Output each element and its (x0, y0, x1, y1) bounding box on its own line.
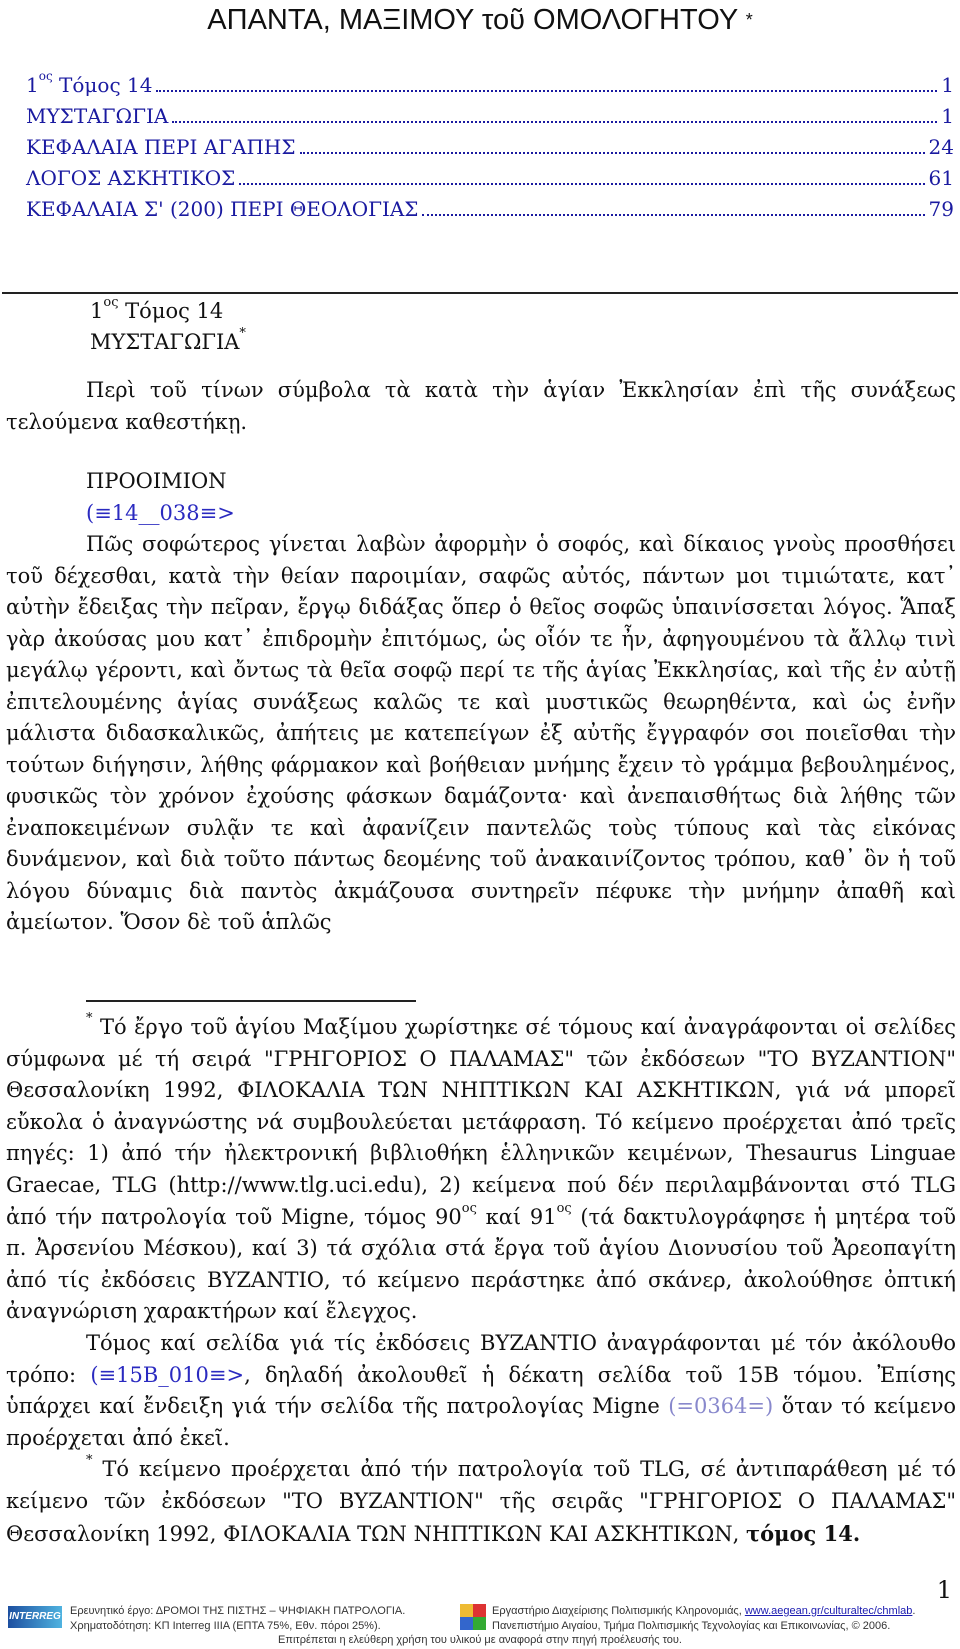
prooimion-heading: ΠΡΟΟΙΜΙΟΝ (86, 469, 227, 493)
lab-info: Εργαστήριο Διαχείρισης Πολιτισμικής Κληρονομιάς, www.aegean.gr/culturaltec/chmlab. Πανεπιστήμιο Αιγαίου, Τμήμα Πολιτισμικής Τεχνολογίας και Επικοινωνίας, © 2006. (492, 1605, 916, 1632)
toc-entry-volume[interactable]: $1^{o\varsigma}$ Τόμος 14 1 (26, 70, 954, 101)
page-number: 1 (936, 1576, 952, 1604)
footnote-separator (86, 1000, 416, 1002)
section-title: ΜΥΣΤΑΓΩΓΙΑ (90, 330, 240, 354)
footnote-1: * Τό ἔργο τοῦ ἁγίου Μαξίμου χωρίστηκε σέ τόμους καί ἀναγράφονται οἱ σελίδες σύμφωνα μέ τή σειρά "ΓΡΗΓΟΡΙΟΣ Ο ΠΑΛΑΜΑΣ" τῶν ἐκδόσεων "ΤΟ ΒΥΖΑΝΤΙΟΝ" Θεσσαλονίκη 1992, ΦΙΛΟΚΑΛΙΑ ΤΩΝ ΝΗΠΤΙΚΩΝ ΚΑΙ ΑΣΚΗΤΙΚΩΝ, γιά νά μπορεῖ εὔκολα ὁ ἀναγνώστης νά συμβουλεύεται μετάφραση. Τό κείμενο προέρχεται ἀπό τρεῖς πηγές: 1) ἀπό τήν ἠλεκτρονική βιβλιοθήκη ἑλληνικῶν κειμένων, Thesaurus Linguae Graecae, TLG (http://www.tlg.uci.edu), 2) κείμενα πού δέν περιλαμβάνονται στό TLG ἀπό τήν πατρολογία τοῦ Migne, τόμος $90^{o\varsigma}$ καί $91^{o\varsigma}$ (τά δακτυλογράφησε ἡ μητέρα τοῦ π. Ἀρσενίου Μέσκου), καί 3) τά σχόλια στά ἔργα τοῦ ἁγίου Διονυσίου τοῦ Ἀρεοπαγίτη ἀπό τίς ἐκδόσεις ΒΥΖΑΝΤΙΟ, τό κείμενο περάστηκε ἀπό σκάνερ, ἀκολούθησε ὀπτική ἀναγνώριση χαρακτήρων καί ἔλεγχος. (6, 1011, 956, 1324)
footnotes (6, 1012, 956, 1550)
lab-link[interactable]: www.aegean.gr/culturaltec/chmlab (744, 1605, 913, 1617)
project-info: Ερευνητικό έργο: ΔΡΟΜΟΙ ΤΗΣ ΠΙΣΤΗΣ – ΨΗΦΙΑΚΗ ΠΑΤΡΟΛΟΓΙΑ. Χρηματοδότηση: ΚΠ Interreg IIIA (ΕΠΤΑ 75%, Εθν. πόροι 25%). (70, 1605, 406, 1632)
footnote-2: * Τό κείμενο προέρχεται ἀπό τήν πατρολογία τοῦ TLG, σέ ἀντιπαράθεση μέ τό κείμενο τῶν ἐκδόσεων "ΤΟ ΒΥΖΑΝΤΙΟΝ" τῆς σειρᾶς "ΓΡΗΓΟΡΙΟΣ Ο ΠΑΛΑΜΑΣ" Θεσσαλονίκη 1992, ΦΙΛΟΚΑΛΙΑ ΤΩΝ ΝΗΠΤΙΚΩΝ ΚΑΙ ΑΣΚΗΤΙΚΩΝ, τόμος 14. (6, 1453, 956, 1546)
toc-entry-asketikos[interactable]: ΛΟΓΟΣ ΑΣΚΗΤΙΚΟΣ 61 (26, 166, 954, 190)
toc-entry-mystagogia[interactable]: ΜΥΣΤΑΓΩΓΙΑ 1 (26, 104, 954, 128)
intro-paragraph: Περὶ τοῦ τίνων σύμβολα τὰ κατὰ τὴν ἁγίαν Ἐκκλησίαν ἐπὶ τῆς συνάξεως τελούμενα καθεστήκῃ. (6, 378, 956, 434)
page-title: ΑΠΑΝΤΑ, ΜΑΞΙΜΟΥ τοῦ ΟΜΟΛΟΓΗΤΟΥ * (207, 4, 753, 36)
toc-entry-theologia[interactable]: ΚΕΦΑΛΑΙΑ Σ' (200) ΠΕΡΙ ΘΕΟΛΟΓΙΑΣ 79 (26, 197, 954, 221)
volume-heading: $1^{o\varsigma}$ Τόμος 14 ΜΥΣΤΑΓΩΓΙΑ* (90, 295, 246, 354)
toc-leader (156, 72, 937, 92)
interreg-logo: INTERREG (8, 1606, 62, 1628)
toc-page: 1 (941, 73, 954, 97)
footnote-1-cont: Τόμος καί σελίδα γιά τίς ἐκδόσεις ΒΥΖΑΝΤΙΟ ἀναγράφονται μέ τόν ἀκόλουθο τρόπο: (≡15Β_010≡>, δηλαδή ἀκολουθεῖ ἡ δέκατη σελίδα τοῦ 15Β τόμου. Ἐπίσης ὑπάρχει καί ἔνδειξη γιά τήν σελίδα τῆς πατρολογίας Migne (=0364=) ὅταν τό κείμενο προέρχεται ἀπό ἐκεῖ. (6, 1330, 956, 1450)
lab-logo-icon (460, 1604, 486, 1630)
page-reference: (≡14__038≡> (86, 500, 235, 525)
footer-banner (0, 1602, 960, 1649)
table-of-contents (26, 70, 954, 225)
title-footnote-mark[interactable]: * (745, 10, 753, 30)
section-divider (2, 292, 958, 294)
usage-notice: Επιτρέπεται η ελεύθερη χρήση του υλικού με αναφορά στην πηγή προέλευσής του. (278, 1634, 682, 1646)
section-footnote-mark[interactable]: * (239, 326, 246, 341)
prooimion-text: Πῶς σοφώτερος γίνεται λαβὼν ἀφορμὴν ὁ σοφός, καὶ δίκαιος γνοὺς προσθήσει τοῦ δέχεσθαι, κατὰ τὴν θείαν παροιμίαν, σαφῶς αὐτός, πάντων μοι τιμιώτατε, κατ᾽ αὐτὴν ἔδειξας τὴν πεῖραν, ἔργῳ διδάξας ὅπερ ὁ θεῖος σοφῶς ὑπαινίσσεται λόγος. Ἅπαξ γὰρ ἀκούσας μου κατ᾽ ἐπιδρομὴν ἐπιτόμως, ὡς οἷόν τε ἦν, ἀφηγουμένου τὰ ἄλλῳ τινὶ μεγάλῳ γέροντι, καὶ ὄντως τὰ θεῖα σοφῷ περί τε τῆς ἁγίας Ἐκκλησίας, καὶ τῆς ἐν αὐτῇ ἐπιτελουμένης ἁγίας συνάξεως καλῶς τε καὶ μυστικῶς θεωρηθέντα, καὶ ὡς ἐνῆν μάλιστα διδασκαλικῶς, ἀπήτεις με κατεπείγων ἐξ αὐτῆς ἔγγραφόν σοι ποιεῖσθαι τὴν τούτων διήγησιν, λήθης φάρμακον καὶ βοήθειαν μνήμης ἔχειν τὸ γράμμα βεβουλημένος, φυσικῶς τὸν χρόνον ἐχούσης φάσκων δαμάζοντα· καὶ ἀνεπαισθήτως διὰ λήθης τῶν ἐναποκειμένων συλᾷν τε καὶ ἀφανίζειν παντελῶς τοὺς τύπους καὶ τὰς εἰκόνας δυνάμενον, καὶ διὰ τοῦτο πάντως δεομένης τοῦ ἀνακαινίζοντος τρόπου, καθ᾽ ὃν ἡ τοῦ λόγου δύναμις διὰ παντὸς ἀκμάζουσα συντηρεῖν πέφυκε τὴν μνήμην ἀπαθῆ καὶ ἀμείωτον. Ὅσον δὲ τοῦ ἁπλῶς (6, 532, 956, 934)
toc-entry-agape[interactable]: ΚΕΦΑΛΑΙΑ ΠΕΡΙ ΑΓΑΠΗΣ 24 (26, 135, 954, 159)
prooimion-section (6, 466, 956, 939)
